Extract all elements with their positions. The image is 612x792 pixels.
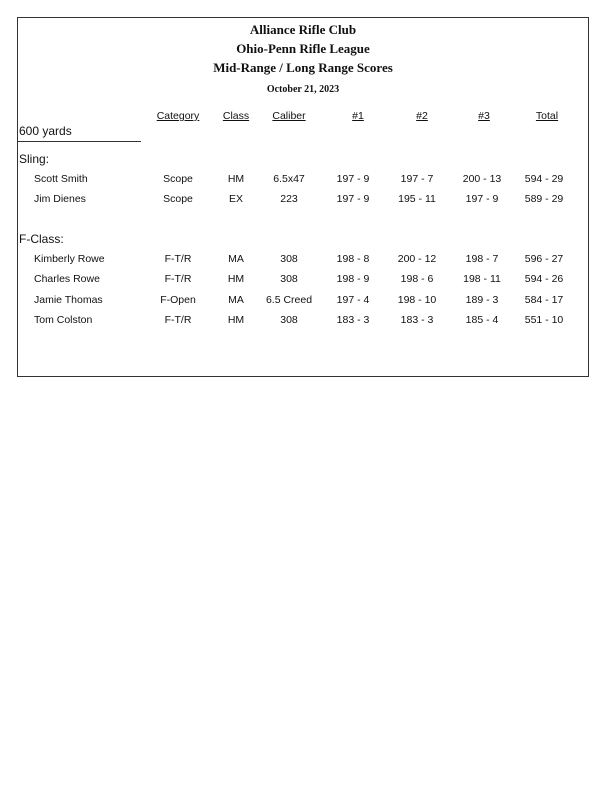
round3-cell: 198 - 11 xyxy=(463,273,501,285)
round1-cell: 197 - 4 xyxy=(336,294,370,306)
shooter-name: Kimberly Rowe xyxy=(34,253,105,265)
round2-cell: 197 - 7 xyxy=(400,173,434,185)
class-cell: EX xyxy=(228,193,244,205)
round1-cell: 197 - 9 xyxy=(336,193,370,205)
section-label-f-class: F-Class: xyxy=(19,232,64,246)
caliber-cell: 308 xyxy=(280,273,298,285)
class-cell: HM xyxy=(227,314,245,326)
class-cell: MA xyxy=(228,253,244,265)
caliber-cell: 6.5x47 xyxy=(273,173,305,185)
col-header-class: Class xyxy=(222,110,250,122)
category-cell: F-T/R xyxy=(164,314,192,326)
club-title: Alliance Rifle Club xyxy=(249,22,357,37)
category-cell: F-T/R xyxy=(164,253,192,265)
col-header-round1: #1 xyxy=(352,110,364,122)
distance-label: 600 yards xyxy=(19,124,72,138)
class-cell: HM xyxy=(227,273,245,285)
event-title: Mid-Range / Long Range Scores xyxy=(213,60,393,75)
round3-cell: 200 - 13 xyxy=(462,173,502,185)
round1-cell: 198 - 9 xyxy=(336,273,370,285)
total-cell: 589 - 29 xyxy=(524,193,564,205)
section-label-sling: Sling: xyxy=(19,152,50,166)
category-cell: F-Open xyxy=(160,294,196,306)
round2-cell: 200 - 12 xyxy=(397,253,437,265)
col-header-caliber: Caliber xyxy=(272,110,306,122)
caliber-cell: 308 xyxy=(280,253,298,265)
shooter-name: Jamie Thomas xyxy=(34,294,103,306)
league-title: Ohio-Penn Rifle League xyxy=(236,41,370,56)
total-cell: 596 - 27 xyxy=(524,253,564,265)
round1-cell: 183 - 3 xyxy=(336,314,370,326)
category-cell: Scope xyxy=(163,193,193,205)
col-header-round3: #3 xyxy=(478,110,490,122)
total-cell: 584 - 17 xyxy=(524,294,564,306)
event-date: October 21, 2023 xyxy=(266,84,340,95)
distance-underline xyxy=(18,141,141,142)
round3-cell: 197 - 9 xyxy=(465,193,499,205)
class-cell: HM xyxy=(227,173,245,185)
round2-cell: 183 - 3 xyxy=(400,314,434,326)
caliber-cell: 6.5 Creed xyxy=(265,294,313,306)
round3-cell: 198 - 7 xyxy=(465,253,499,265)
col-header-total: Total xyxy=(535,110,559,122)
score-sheet xyxy=(17,17,589,377)
shooter-name: Scott Smith xyxy=(34,173,88,185)
total-cell: 594 - 26 xyxy=(524,273,564,285)
round3-cell: 189 - 3 xyxy=(465,294,499,306)
round2-cell: 198 - 10 xyxy=(397,294,437,306)
category-cell: F-T/R xyxy=(164,273,192,285)
round1-cell: 197 - 9 xyxy=(336,173,370,185)
caliber-cell: 223 xyxy=(280,193,298,205)
shooter-name: Jim Dienes xyxy=(34,193,86,205)
total-cell: 551 - 10 xyxy=(524,314,564,326)
caliber-cell: 308 xyxy=(280,314,298,326)
class-cell: MA xyxy=(228,294,244,306)
shooter-name: Charles Rowe xyxy=(34,273,100,285)
total-cell: 594 - 29 xyxy=(524,173,564,185)
round3-cell: 185 - 4 xyxy=(465,314,499,326)
round2-cell: 198 - 6 xyxy=(400,273,434,285)
shooter-name: Tom Colston xyxy=(34,314,93,326)
col-header-round2: #2 xyxy=(416,110,428,122)
category-cell: Scope xyxy=(163,173,193,185)
round2-cell: 195 - 11 xyxy=(398,193,436,205)
col-header-category: Category xyxy=(156,110,200,122)
round1-cell: 198 - 8 xyxy=(336,253,370,265)
